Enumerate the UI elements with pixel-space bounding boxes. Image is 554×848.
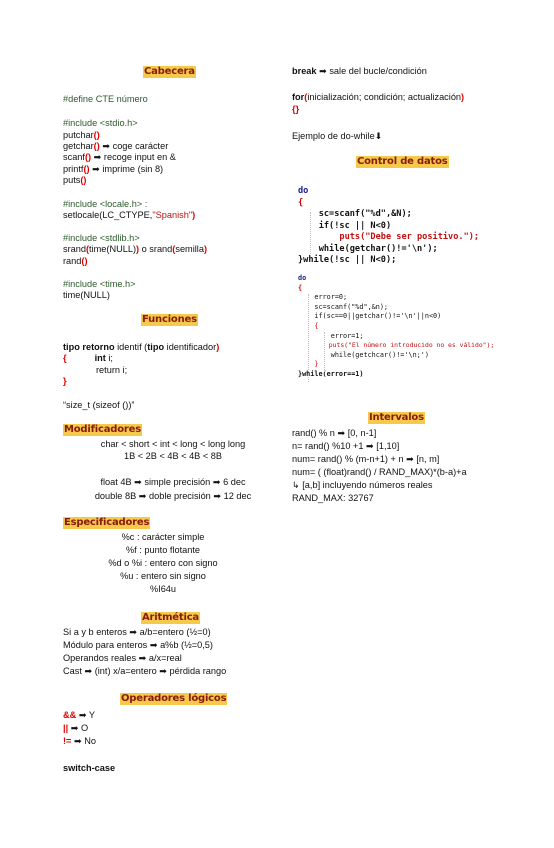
puts-line: puts() xyxy=(63,175,87,185)
time-null-line: time(NULL) xyxy=(63,290,110,300)
rand-line: rand() xyxy=(63,256,88,266)
code-block-1 xyxy=(298,186,538,267)
code-line: if(sc==0||getchar()!='\n'||n<0) xyxy=(298,312,442,321)
code-line: } xyxy=(298,360,319,369)
function-signature: tipo retorno identif (tipo identificador) xyxy=(63,342,220,352)
code-line: sc=scanf("%d",&n); xyxy=(298,302,389,311)
aritmetica-item: Módulo para enteros ➡ a%b (½=0,5) xyxy=(63,640,213,650)
scanf-line: scanf() ➡ recoge input en & xyxy=(63,152,176,162)
especificador-item: %d o %i : entero con signo xyxy=(108,558,218,568)
stdio-include: #include <stdio.h> xyxy=(63,118,138,128)
section-title-aritmetica: Aritmética xyxy=(142,612,199,623)
code-line: { xyxy=(298,321,319,330)
putchar-line: putchar() xyxy=(63,130,100,140)
code-line: while(getchar()!='\n'); xyxy=(298,243,438,254)
intervalo-item: num= ( (float)rand() / RAND_MAX)*(b-a)+a xyxy=(292,467,467,477)
for-line: for(inicialización; condición; actualización) xyxy=(292,92,465,102)
intervalo-item: rand() % n ➡ [0, n-1] xyxy=(292,428,377,438)
especificador-item: %c : carácter simple xyxy=(121,532,205,542)
srand-line: srand(time(NULL)) o srand(semilla) xyxy=(63,244,207,254)
code-line: }while(!sc || N<0); xyxy=(298,255,397,265)
function-brace-close: } xyxy=(63,376,67,386)
code-line: do xyxy=(298,274,307,282)
modificadores-line-4: double 8B ➡ doble precisión ➡ 12 dec xyxy=(94,491,252,501)
define-line: #define CTE número xyxy=(63,94,148,104)
code-line: do xyxy=(298,186,309,196)
section-title-cabecera: Cabecera xyxy=(144,66,195,77)
intervalo-item: num= rand() % (m-n+1) + n ➡ [n, m] xyxy=(292,454,440,464)
logic-and-line: && ➡ Y xyxy=(63,710,96,720)
stdlib-include: #include <stdlib.h> xyxy=(63,233,140,243)
aritmetica-item: Cast ➡ (int) x/a=entero ➡ pérdida rango xyxy=(63,666,227,676)
code-line: { xyxy=(298,197,304,208)
logic-or-line: || ➡ O xyxy=(63,723,89,733)
code-line: puts("Debe ser positivo."); xyxy=(298,232,480,242)
aritmetica-item: Si a y b enteros ➡ a/b=entero (½=0) xyxy=(63,627,211,637)
for-braces: {} xyxy=(292,104,300,114)
section-title-control-datos: Control de datos xyxy=(357,156,448,167)
section-title-modificadores: Modificadores xyxy=(64,424,141,435)
code-line: { xyxy=(298,283,303,292)
size-t-line: “size_t (sizeof ())” xyxy=(63,400,135,410)
switch-case-label: switch-case xyxy=(63,763,116,773)
intervalo-item: RAND_MAX: 32767 xyxy=(292,493,374,503)
code-line: while(getchcar()!='\n;') xyxy=(298,350,429,359)
especificador-item: %I64u xyxy=(149,584,177,594)
section-title-funciones: Funciones xyxy=(142,314,197,325)
section-title-intervalos: Intervalos xyxy=(369,412,424,423)
function-body-int: { int i; xyxy=(63,353,113,363)
break-line: break ➡ sale del bucle/condición xyxy=(292,66,427,76)
code-line: }while(error==1) xyxy=(298,369,364,378)
time-include: #include <time.h> xyxy=(63,279,136,289)
modificadores-line-1: char < short < int < long < long long xyxy=(100,439,246,449)
locale-include: #include <locale.h> : xyxy=(63,199,148,209)
modificadores-line-3: float 4B ➡ simple precisión ➡ 6 dec xyxy=(100,477,246,487)
code-block-2 xyxy=(298,274,548,380)
printf-line: printf() ➡ imprime (sin 8) xyxy=(63,164,164,174)
setlocale-line: setlocale(LC_CTYPE,"Spanish") xyxy=(63,210,196,220)
section-title-especificadores: Especificadores xyxy=(64,517,150,528)
modificadores-line-2: 1B < 2B < 4B < 4B < 8B xyxy=(123,451,223,461)
code-line: error=1; xyxy=(298,331,364,340)
aritmetica-item: Operandos reales ➡ a/x=real xyxy=(63,653,182,663)
section-title-operadores-logicos: Operadores lógicos xyxy=(121,693,227,704)
especificador-item: %f : punto flotante xyxy=(125,545,201,555)
logic-not-line: != ➡ No xyxy=(63,736,96,746)
function-body-return: return i; xyxy=(96,365,128,375)
especificador-item: %u : entero sin signo xyxy=(120,571,206,581)
code-line: error=0; xyxy=(298,293,348,302)
intervalo-item: n= rand() %10 +1 ➡ [1,10] xyxy=(292,441,400,451)
intervalo-item: ↳ [a,b] incluyendo números reales xyxy=(292,480,433,490)
code-line: puts("El número introducido no es válido"); xyxy=(298,341,495,350)
code-line: if(!sc || N<0) xyxy=(298,220,392,231)
getchar-line: getchar() ➡ coge carácter xyxy=(63,141,169,151)
do-while-caption: Ejemplo de do-while⬇ xyxy=(292,131,383,141)
code-line: sc=scanf("%d",&N); xyxy=(298,209,412,219)
